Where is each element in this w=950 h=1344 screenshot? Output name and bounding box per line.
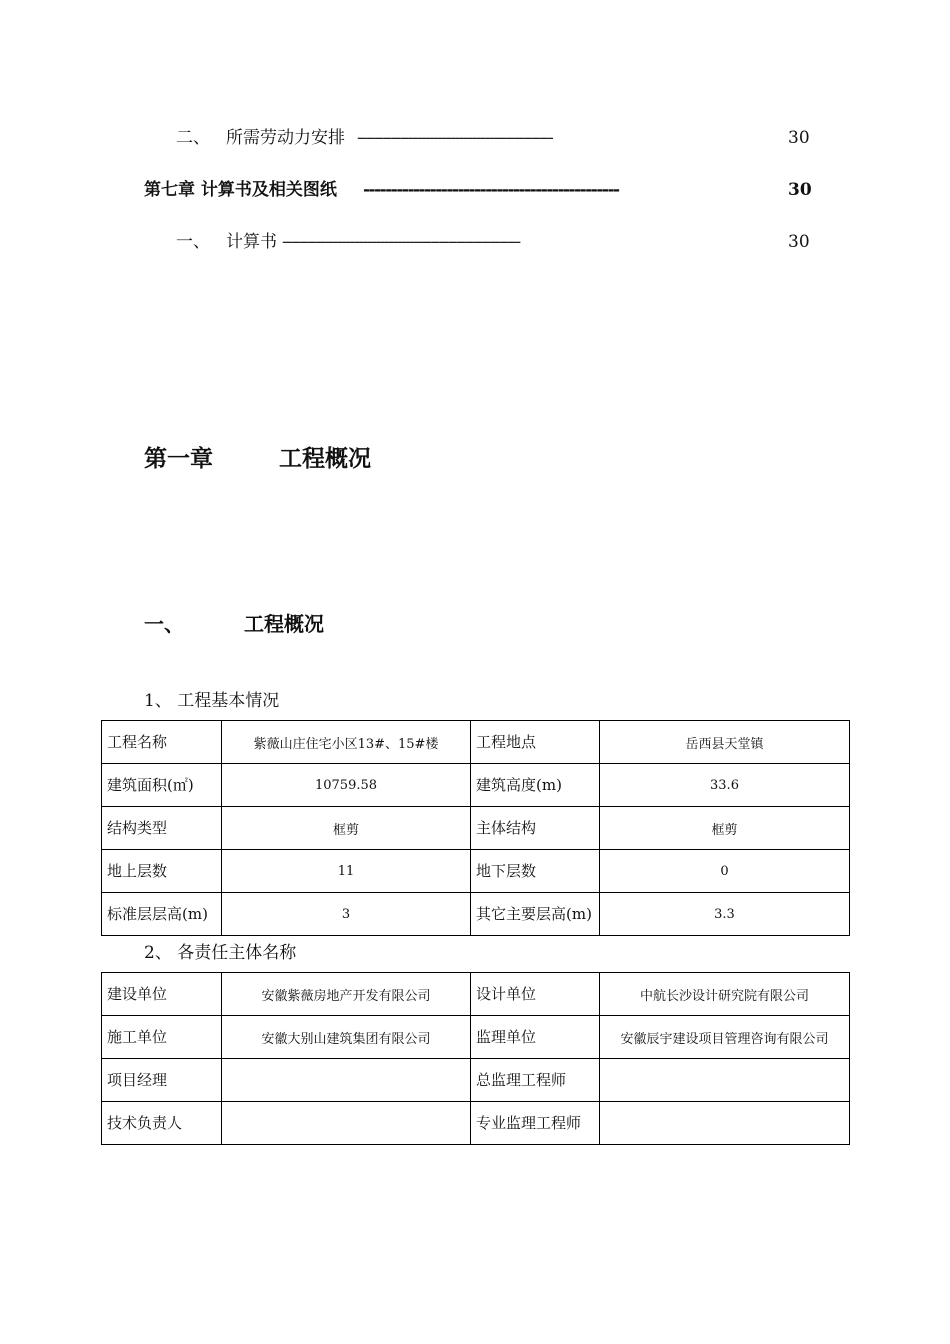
chapter-title: 工程概况 [279,446,371,472]
table-row [102,973,850,1016]
table-cell-label: 主体结构 [471,807,600,850]
toc-entry-page: 30 [788,232,810,252]
toc-entry-title: 所需劳动力安排 [226,128,345,148]
table-cell-label: 建筑面积(㎡) [102,764,222,807]
table-cell-value: 紫薇山庄住宅小区13#、15#楼 [222,721,471,764]
table-row [102,1102,850,1145]
toc-entry-number: 二、 [176,128,210,148]
toc-entry-leader: -------------------------------------------------------- [282,232,520,252]
table-row [102,764,850,807]
table-cell-value: 岳西县天堂镇 [600,721,850,764]
table-cell-value: 框剪 [600,807,850,850]
table-row [102,1059,850,1102]
table-row [102,807,850,850]
table-cell-label: 工程名称 [102,721,222,764]
table-cell-value: 11 [222,850,471,893]
table-cell-value: 框剪 [222,807,471,850]
table-cell-value: 10759.58 [222,764,471,807]
toc-entry-page: 30 [788,128,810,148]
toc-entry [0,125,950,151]
table-cell-label: 标准层层高(m) [102,893,222,936]
table-row [102,721,850,764]
table-cell-label: 其它主要层高(m) [471,893,600,936]
subsection-basic-info: 1、 工程基本情况 [144,691,280,711]
table-cell-label: 监理单位 [471,1016,600,1059]
table-cell-value: 3 [222,893,471,936]
table-row [102,1016,850,1059]
toc-entry-leader: ---------------------------------------------- [363,180,619,200]
table-cell-label: 项目经理 [102,1059,222,1102]
basic-info-table [101,720,850,936]
toc-entry-leader: ---------------------------------------------- [357,128,553,148]
table-cell-label: 施工单位 [102,1016,222,1059]
toc-entry [0,229,950,255]
table-cell-label: 地上层数 [102,850,222,893]
table-row [102,850,850,893]
table-cell-value [600,1102,850,1145]
table-cell-label: 结构类型 [102,807,222,850]
table-cell-value: 33.6 [600,764,850,807]
section-number: 一、 [144,612,184,636]
parties-table [101,972,850,1145]
table-cell-value: 安徽辰宇建设项目管理咨询有限公司 [600,1016,850,1059]
table-cell-label: 设计单位 [471,973,600,1016]
section-title: 工程概况 [244,612,324,636]
chapter-heading [144,440,371,473]
toc-entry-number: 一、 [176,232,210,252]
table-cell-label: 地下层数 [471,850,600,893]
table-cell-value [600,1059,850,1102]
subsection-parties: 2、 各责任主体名称 [144,943,297,963]
table-cell-label: 技术负责人 [102,1102,222,1145]
chapter-number: 第一章 [144,446,213,472]
table-cell-label: 建设单位 [102,973,222,1016]
toc-entry [0,177,950,203]
table-cell-value [222,1059,471,1102]
table-cell-label: 工程地点 [471,721,600,764]
table-row [102,893,850,936]
table-cell-value [222,1102,471,1145]
table-cell-label: 总监理工程师 [471,1059,600,1102]
table-cell-value: 中航长沙设计研究院有限公司 [600,973,850,1016]
table-cell-value: 安徽紫薇房地产开发有限公司 [222,973,471,1016]
table-cell-value: 0 [600,850,850,893]
table-cell-value: 3.3 [600,893,850,936]
toc-entry-page: 30 [788,180,812,200]
toc-entry-title: 第七章 计算书及相关图纸 [144,180,337,200]
table-cell-label: 专业监理工程师 [471,1102,600,1145]
section-heading [144,608,324,637]
table-cell-value: 安徽大别山建筑集团有限公司 [222,1016,471,1059]
toc-entry-title: 计算书 [226,232,277,252]
table-cell-label: 建筑高度(m) [471,764,600,807]
